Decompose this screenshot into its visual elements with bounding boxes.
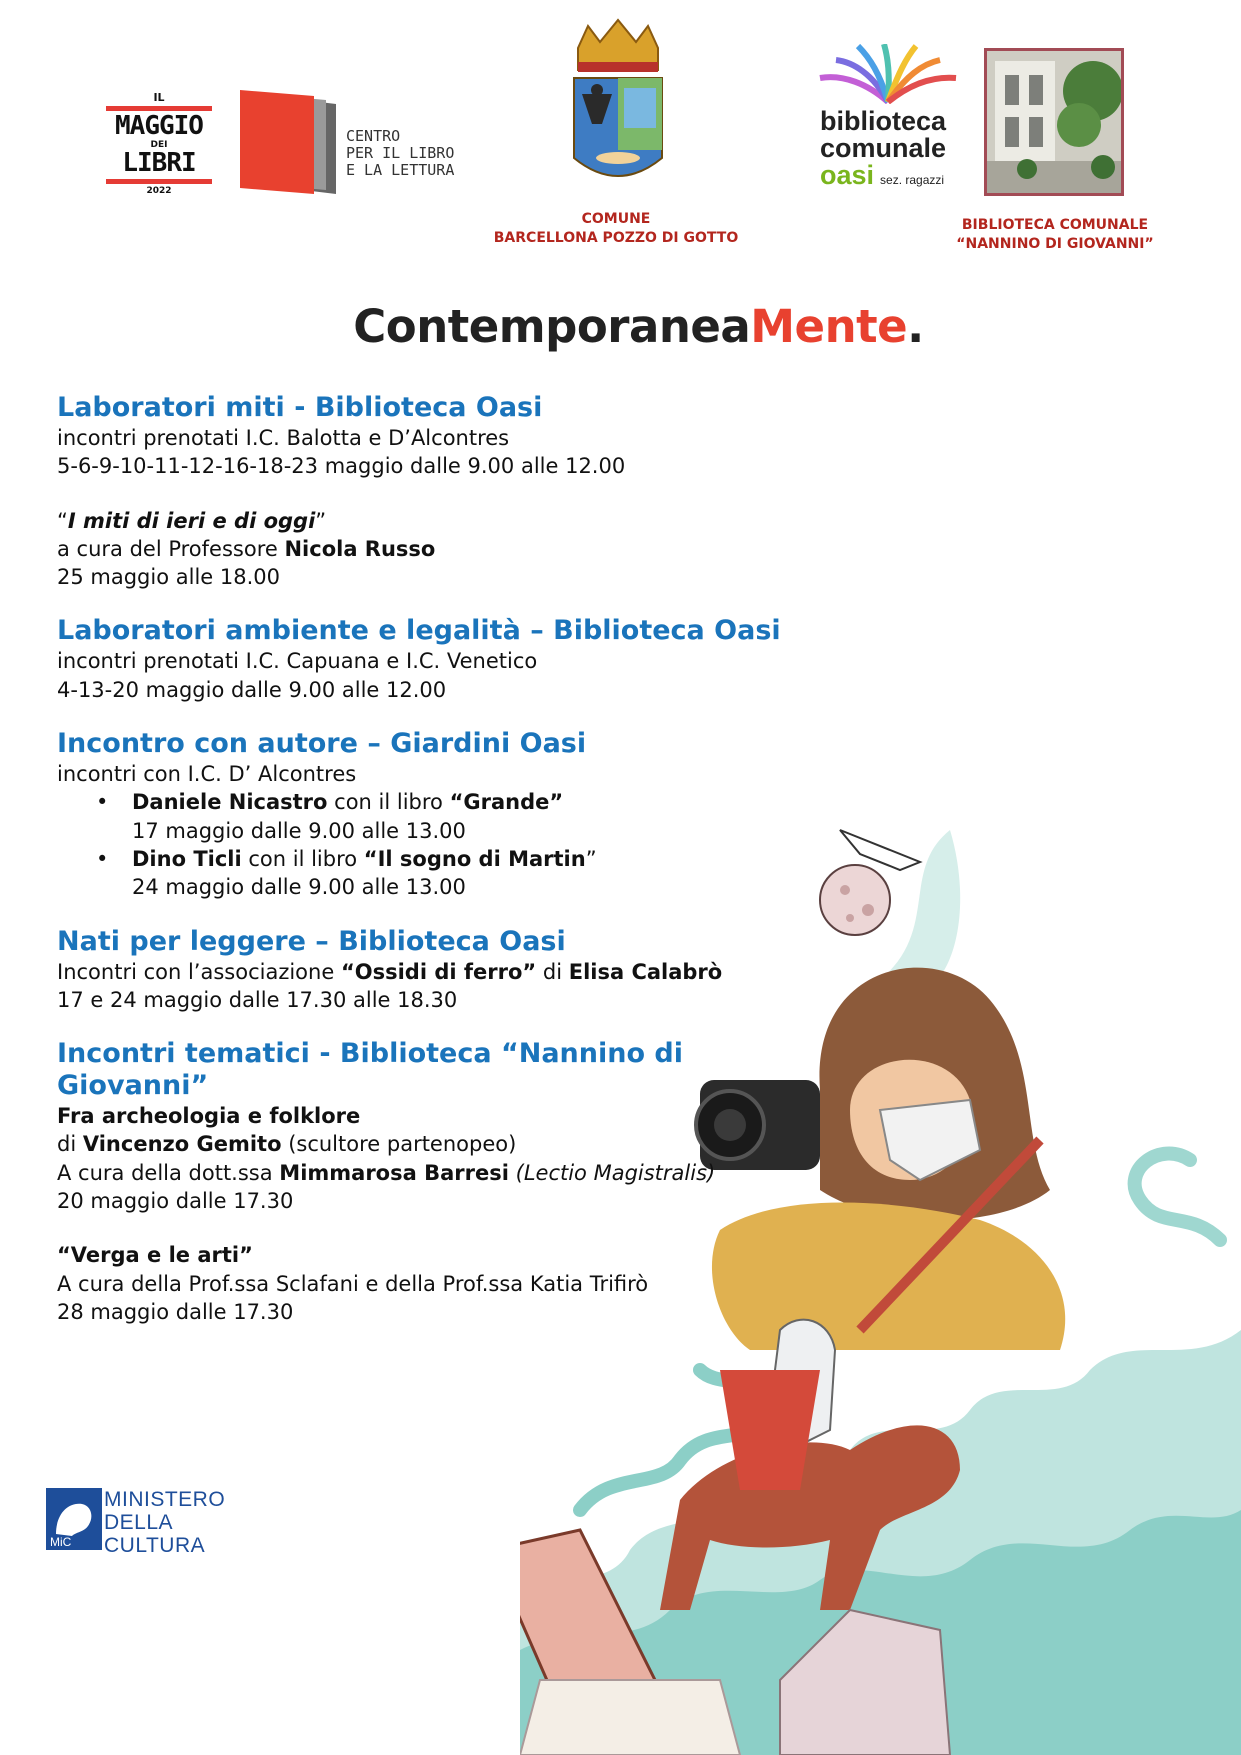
- oasi-word-comunale: comunale: [820, 133, 947, 163]
- comune-crest-icon: [572, 18, 664, 188]
- logo-il: IL: [153, 91, 165, 104]
- author-mid: con il libro: [241, 846, 364, 871]
- mic-logo-icon: [46, 1488, 102, 1550]
- author-mid: con il libro: [327, 790, 450, 815]
- event-subtitle: [57, 1102, 817, 1130]
- section-heading-laboratori-miti: Laboratori miti - Biblioteca Oasi: [57, 392, 543, 423]
- cepell-line2: PER IL LIBRO: [346, 144, 455, 162]
- author-date: 24 maggio dalle 9.00 alle 13.00: [132, 875, 466, 900]
- section-heading-nati-per-leggere: Nati per leggere – Biblioteca Oasi: [57, 925, 566, 957]
- section-line: incontri prenotati I.C. Balotta e D’Alcontres: [57, 426, 510, 450]
- library-courtyard-photo: [984, 48, 1124, 196]
- event-date: 25 maggio alle 18.00: [57, 565, 280, 590]
- author-name: Dino Ticli: [132, 846, 242, 871]
- sculptor-note: (scultore partenopeo): [281, 1132, 517, 1157]
- section-line: incontri prenotati I.C. Capuana e I.C. Venetico: [57, 649, 538, 674]
- logo-libri: LIBRI: [122, 148, 196, 178]
- comune-line2: BARCELLONA POZZO DI GOTTO: [493, 230, 739, 246]
- cepell-line1: CENTRO: [346, 127, 401, 145]
- event-date: 20 maggio dalle 17.30: [57, 1189, 294, 1214]
- curator-prefix: A cura della dott.ssa: [57, 1160, 280, 1185]
- person-name: Elisa Calabrò: [568, 959, 723, 984]
- list-item: [96, 788, 817, 845]
- section-dates: 17 e 24 maggio dalle 17.30 alle 18.30: [57, 987, 458, 1012]
- event-title: [57, 1241, 817, 1269]
- event-curator: [57, 535, 817, 563]
- book-title: “Grande”: [449, 790, 564, 815]
- comune-line1: COMUNE: [581, 211, 651, 227]
- biblioteca-oasi-logo: [818, 44, 968, 194]
- section-dates: 4-13-20 maggio dalle 9.00 alle 12.00: [57, 677, 447, 702]
- event-curators: A cura della Prof.ssa Sclafani e della Prof.ssa Katia Trifirò: [57, 1271, 649, 1296]
- bullet-icon: •: [96, 846, 109, 871]
- nannino-line1: BIBLIOTECA COMUNALE: [961, 217, 1149, 233]
- section-heading-ambiente-legalita: Laboratori ambiente e legalità – Biblioteca Oasi: [57, 615, 781, 647]
- event-title-text: I miti di ieri e di oggi: [67, 508, 316, 533]
- quote-open: “: [57, 508, 68, 533]
- cepell-book-icon: [240, 90, 336, 194]
- mic-line3: CULTURA: [104, 1534, 206, 1557]
- list-item: [96, 845, 817, 902]
- title-dot: .: [907, 300, 924, 353]
- page-title: [0, 300, 1241, 353]
- author-list: [57, 788, 817, 901]
- bullet-icon: •: [96, 790, 109, 815]
- assoc-name: “Ossidi di ferro”: [340, 959, 537, 984]
- oasi-word-oasi: [820, 162, 968, 194]
- courtyard-image: [987, 51, 1121, 193]
- event-title: [57, 507, 817, 535]
- book-fan-icon: [818, 44, 958, 104]
- section-line: incontri con I.C. D’ Alcontres: [57, 762, 357, 787]
- nannino-line2: “NANNINO DI GIOVANNI”: [956, 236, 1154, 252]
- event-subtitle-text: Fra archeologia e folklore: [57, 1104, 361, 1129]
- nannino-caption: [950, 216, 1160, 254]
- assoc-prefix: Incontri con l’associazione: [57, 959, 341, 984]
- curator-name: Nicola Russo: [284, 536, 436, 561]
- mic-logo-text: [104, 1488, 225, 1557]
- mic-abbr: MiC: [50, 1535, 72, 1549]
- event2-title: “Verga e le arti”: [57, 1243, 253, 1268]
- quote-close: ”: [315, 508, 327, 533]
- maggio-dei-libri-logo: [106, 91, 212, 196]
- mic-line1: MINISTERO: [104, 1488, 226, 1511]
- title-part2: Mente: [750, 300, 908, 353]
- comune-caption: [480, 210, 752, 248]
- logo-dei: DEI: [150, 140, 168, 150]
- event-date: 28 maggio dalle 17.30: [57, 1299, 294, 1324]
- curator-prefix: a cura del Professore: [57, 536, 285, 561]
- cepell-logo-text: [346, 128, 454, 179]
- section-dates: 5-6-9-10-11-12-16-18-23 maggio dalle 9.00 alle 12.00: [57, 454, 626, 479]
- event-curator: [57, 1159, 817, 1187]
- section-line: [57, 958, 817, 986]
- section-heading-incontri-tematici: Incontri tematici - Biblioteca “Nannino di Giovanni”: [57, 1038, 683, 1102]
- program-content: [57, 392, 817, 1326]
- author-date: 17 maggio dalle 9.00 alle 13.00: [132, 818, 466, 843]
- title-part1: Contemporanea: [353, 300, 751, 353]
- curator-note: (Lectio Magistralis): [515, 1160, 716, 1185]
- logo-year: 2022: [146, 186, 172, 196]
- author-name: Daniele Nicastro: [132, 790, 328, 815]
- book-tail: ”: [585, 846, 597, 871]
- assoc-mid: di: [536, 959, 569, 984]
- di-prefix: di: [57, 1132, 83, 1157]
- sculptor-name: Vincenzo Gemito: [82, 1132, 282, 1157]
- oasi-word: oasi: [820, 160, 875, 190]
- oasi-word-biblioteca: biblioteca: [820, 106, 947, 136]
- section-heading-incontro-autore: Incontro con autore – Giardini Oasi: [57, 728, 587, 760]
- oasi-sez-ragazzi: sez. ragazzi: [880, 173, 945, 187]
- event-sculptor: [57, 1130, 817, 1158]
- cepell-line3: E LA LETTURA: [346, 161, 455, 179]
- logo-bar: [106, 179, 212, 184]
- logo-maggio: MAGGIO: [115, 111, 203, 141]
- mic-line2: DELLA: [104, 1511, 174, 1534]
- curator-name: Mimmarosa Barresi: [279, 1160, 509, 1185]
- book-title: “Il sogno di Martin: [363, 846, 586, 871]
